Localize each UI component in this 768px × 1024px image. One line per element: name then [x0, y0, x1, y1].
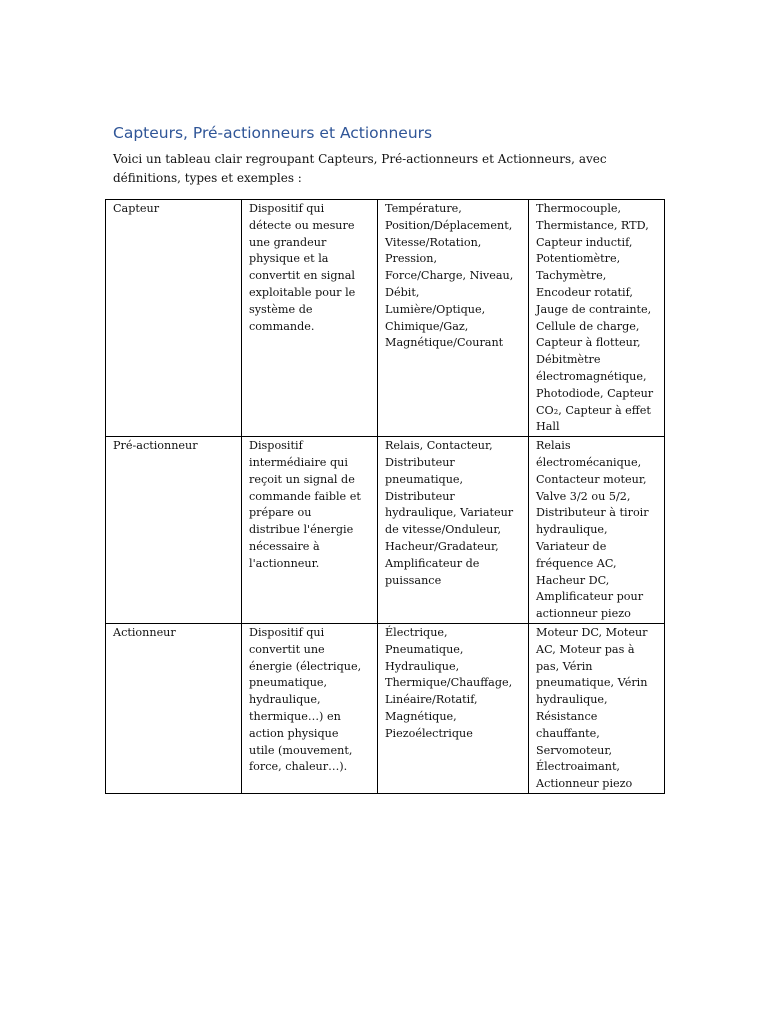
- definition-cell: Dispositif qui détecte ou mesure une grandeur physique et la convertit en signal exploitable pour le système de commande.: [242, 200, 378, 437]
- row-name-cell: Actionneur: [106, 623, 242, 793]
- table-row-capteur: [106, 200, 665, 437]
- types-cell: Électrique, Pneumatique, Hydraulique, Thermique/Chauffage, Linéaire/Rotatif, Magnétique, Piezoélectrique: [378, 623, 529, 793]
- table-row-actionneur: [106, 623, 665, 793]
- examples-cell: Relais électromécanique, Contacteur moteur, Valve 3/2 ou 5/2, Distributeur à tiroir hydraulique, Variateur de fréquence AC, Hacheur DC, Amplificateur pour actionneur piezo: [529, 437, 665, 624]
- intro-paragraph: Voici un tableau clair regroupant Capteurs, Pré-actionneurs et Actionneurs, avec définitions, types et exemples :: [113, 152, 607, 185]
- table-row-pre-actionneur: [106, 437, 665, 624]
- types-cell: Température, Position/Déplacement, Vitesse/Rotation, Pression, Force/Charge, Niveau, Débit, Lumière/Optique, Chimique/Gaz, Magnétique/Courant: [378, 200, 529, 437]
- types-cell: Relais, Contacteur, Distributeur pneumatique, Distributeur hydraulique, Variateur de vitesse/Onduleur, Hacheur/Gradateur, Amplificateur de puissance: [378, 437, 529, 624]
- definition-cell: Dispositif intermédiaire qui reçoit un signal de commande faible et prépare ou distribue l'énergie nécessaire à l'actionneur.: [242, 437, 378, 624]
- examples-cell: Moteur DC, Moteur AC, Moteur pas à pas, Vérin pneumatique, Vérin hydraulique, Résistance chauffante, Servomoteur, Électroaimant, Actionneur piezo: [529, 623, 665, 793]
- document-heading: Capteurs, Pré-actionneurs et Actionneurs: [113, 124, 433, 142]
- comparison-table: [105, 199, 665, 794]
- row-name-cell: Capteur: [106, 200, 242, 437]
- examples-cell: Thermocouple, Thermistance, RTD, Capteur inductif, Potentiomètre, Tachymètre, Encodeur rotatif, Jauge de contrainte, Cellule de charge, Capteur à flotteur, Débitmètre électromagnétique, Photodiode, Capteur CO₂, Capteur à effet Hall: [529, 200, 665, 437]
- definition-cell: Dispositif qui convertit une énergie (électrique, pneumatique, hydraulique, thermique…) en action physique utile (mouvement, force, chaleur…).: [242, 623, 378, 793]
- row-name-cell: Pré-actionneur: [106, 437, 242, 624]
